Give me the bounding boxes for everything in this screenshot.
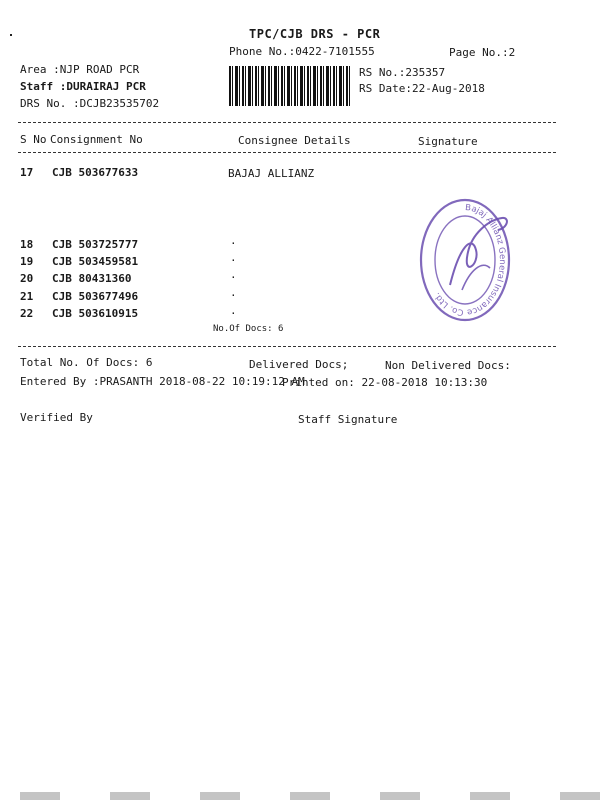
row-consignment: CJB 503677633 <box>52 166 139 179</box>
row-consignment: CJB 503610915 <box>52 307 139 320</box>
row-consignee: . <box>230 304 237 317</box>
divider <box>18 152 556 153</box>
row-consignee: . <box>230 286 237 299</box>
delivered-docs: Delivered Docs; <box>249 358 349 371</box>
document-title: TPC/CJB DRS - PCR <box>249 27 381 41</box>
row-sno: 19 <box>20 255 34 268</box>
page-number: Page No.:2 <box>449 46 516 59</box>
staff-signature-label: Staff Signature <box>298 413 398 426</box>
column-header-consignment: Consignment No <box>50 133 143 146</box>
divider <box>18 122 556 123</box>
row-sno: 17 <box>20 166 34 179</box>
rs-date: RS Date:22-Aug-2018 <box>359 82 485 95</box>
column-header-consignee: Consignee Details <box>238 134 351 147</box>
row-sno: 21 <box>20 290 34 303</box>
verified-by-label: Verified By <box>20 411 93 424</box>
staff-field: Staff :DURAIRAJ PCR <box>20 80 146 93</box>
column-header-sno: S No <box>20 133 47 146</box>
scan-speck <box>10 34 12 36</box>
row-consignment: CJB 503725777 <box>52 238 139 251</box>
entered-by: Entered By :PRASANTH 2018-08-22 10:19:12 AM <box>20 375 305 388</box>
phone-number: Phone No.:0422-7101555 <box>229 45 375 58</box>
row-sno: 22 <box>20 307 34 320</box>
scan-edge <box>0 792 600 800</box>
row-consignment: CJB 80431360 <box>52 272 132 285</box>
svg-text:Bajaj Allianz General Insuranc: Bajaj Allianz General Insurance Co. Ltd. <box>432 202 507 318</box>
barcode-icon <box>229 66 351 106</box>
row-consignment: CJB 503677496 <box>52 290 139 303</box>
column-header-signature: Signature <box>418 135 478 148</box>
row-consignment: CJB 503459581 <box>52 255 139 268</box>
row-consignee: BAJAJ ALLIANZ <box>228 167 315 180</box>
docs-count: No.Of Docs: 6 <box>213 324 284 334</box>
row-sno: 20 <box>20 272 34 285</box>
area-field: Area :NJP ROAD PCR <box>20 63 140 76</box>
non-delivered-docs: Non Delivered Docs: <box>385 359 511 372</box>
printed-on: Printed on: 22-08-2018 10:13:30 <box>282 376 488 389</box>
row-sno: 18 <box>20 238 34 251</box>
rs-number: RS No.:235357 <box>359 66 446 79</box>
drs-number: DRS No. :DCJB23535702 <box>20 97 160 110</box>
total-docs: Total No. Of Docs: 6 <box>20 356 153 369</box>
company-stamp-icon <box>410 190 520 330</box>
row-consignee: . <box>230 251 237 264</box>
divider <box>18 346 556 347</box>
row-consignee: . <box>230 234 237 247</box>
row-consignee: . <box>230 268 237 281</box>
